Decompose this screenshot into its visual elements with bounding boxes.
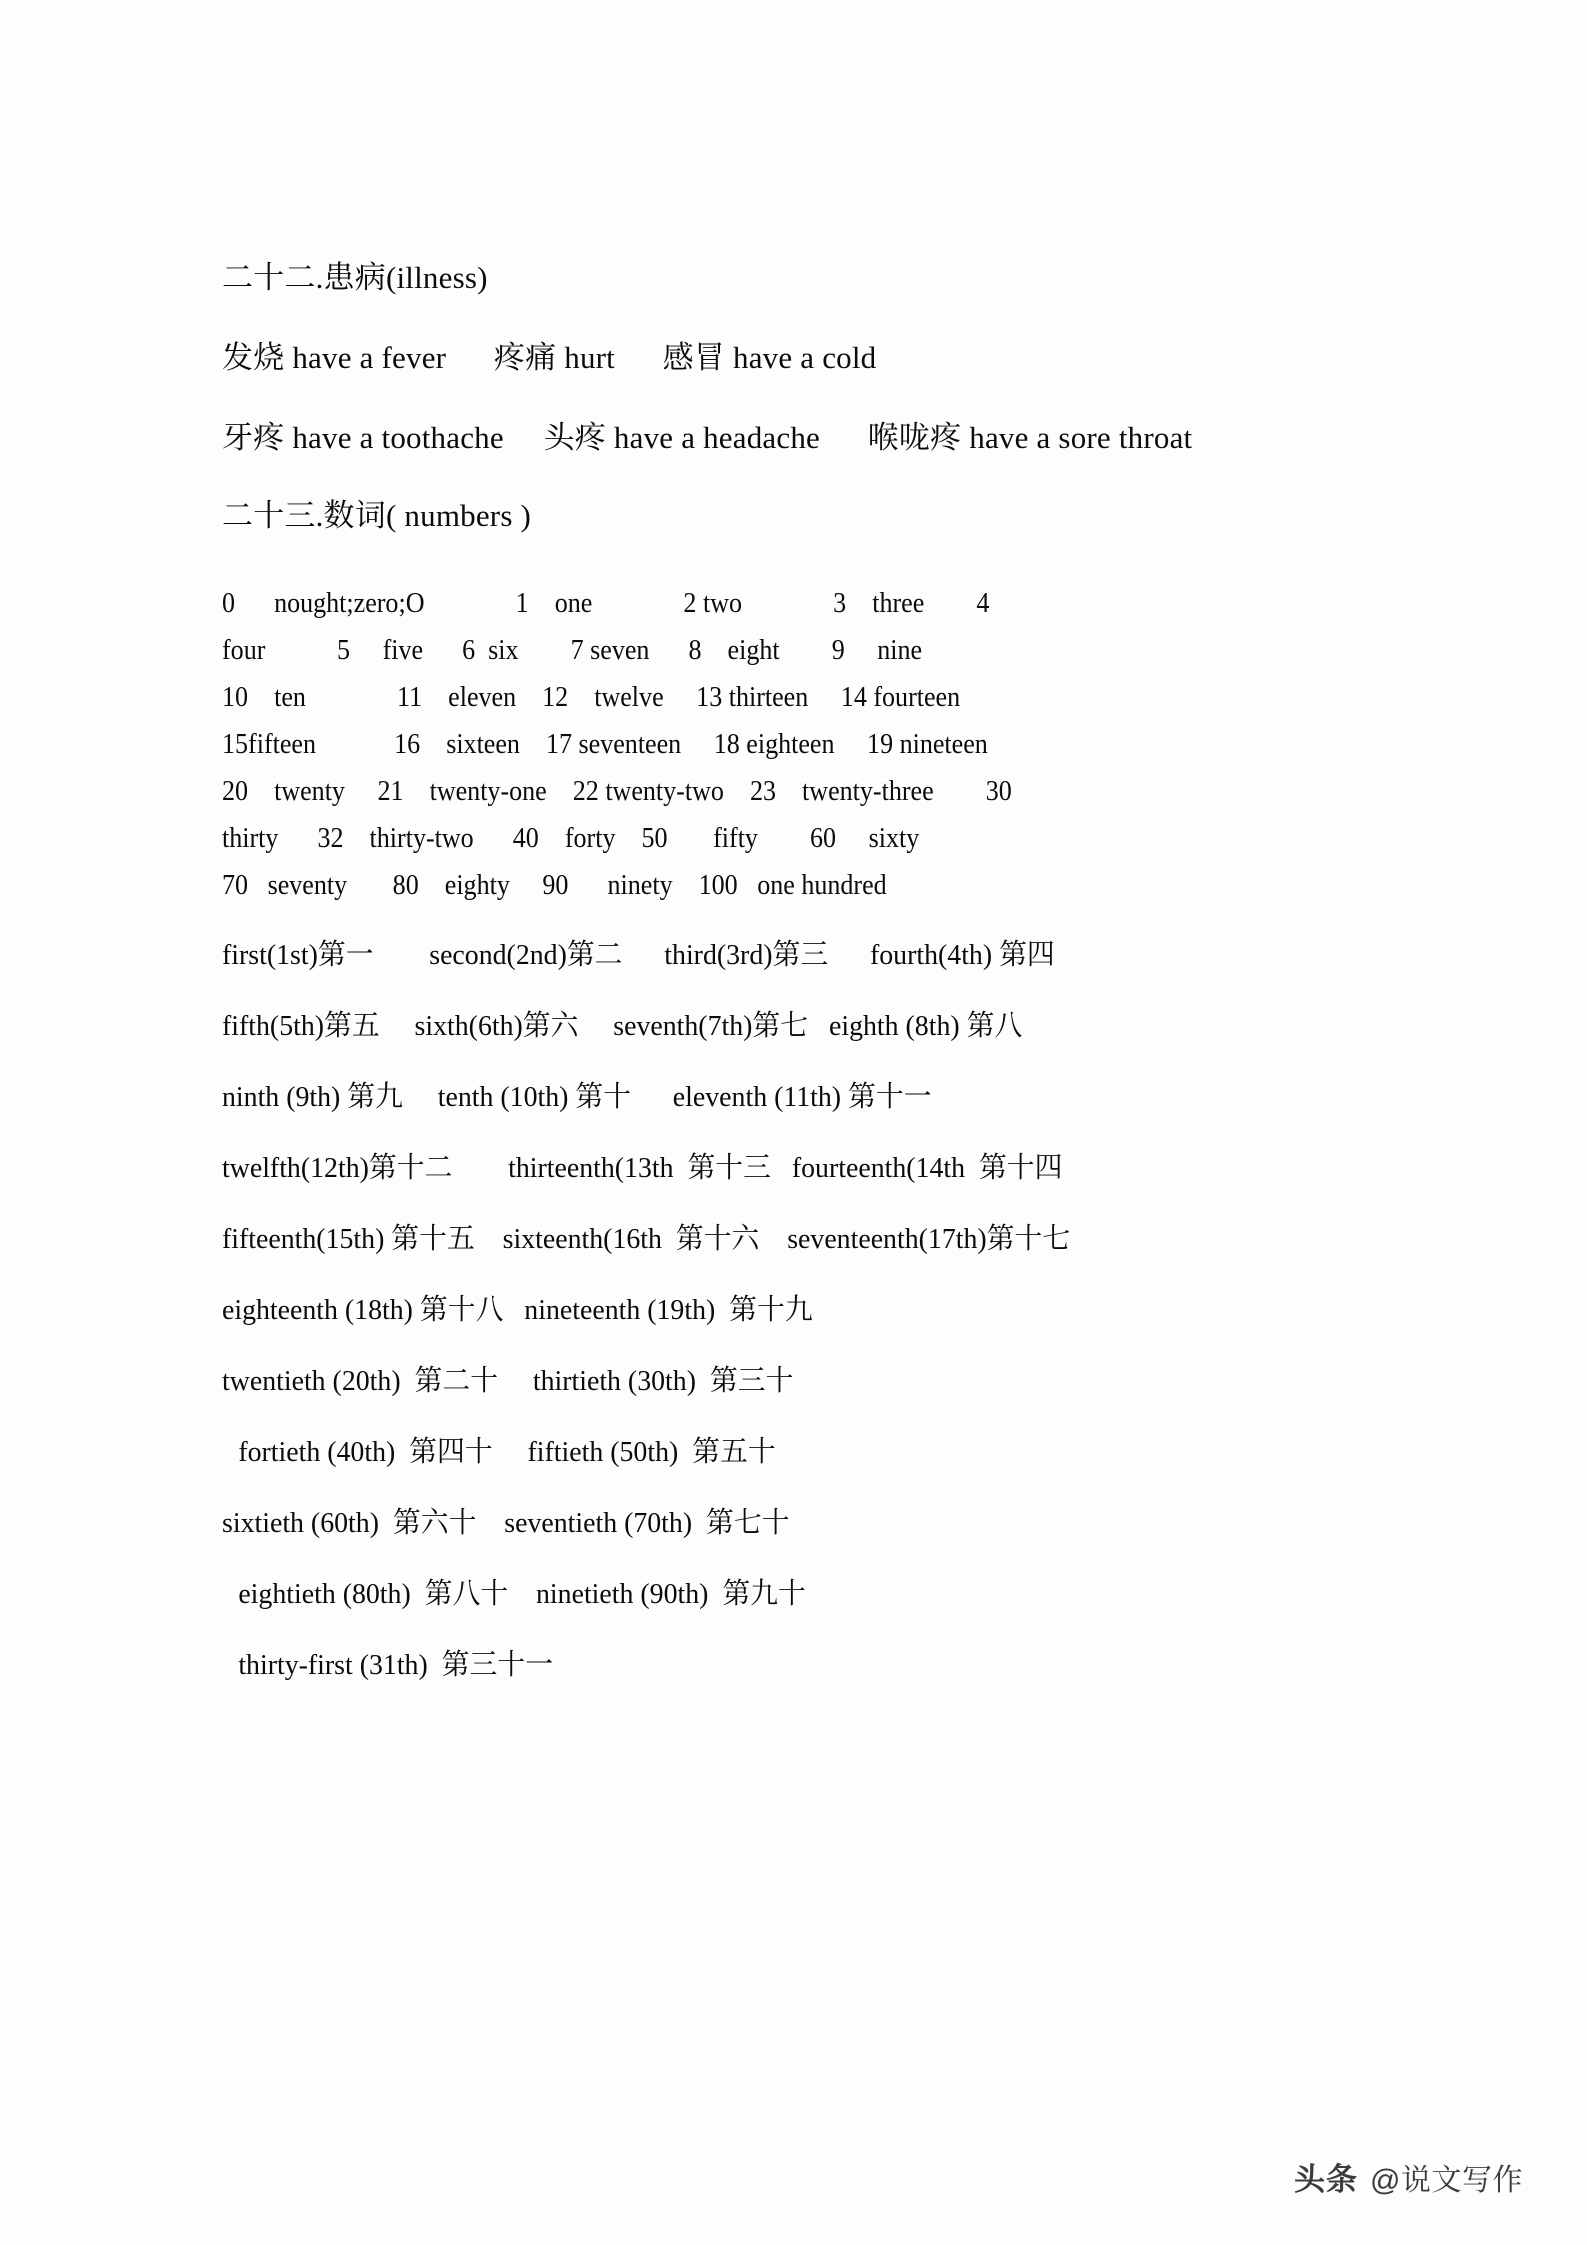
ordinal-line: first(1st)第一 second(2nd)第二 third(3rd)第三 fourth(4th) 第四 [222, 939, 1055, 971]
watermark [1294, 2154, 1523, 2199]
ordinal-line: fortieth (40th) 第四十 fiftieth (50th) 第五十 [238, 1436, 776, 1468]
cardinal-line: four 5 five 6 six 7 seven 8 eight 9 nine [222, 635, 923, 666]
watermark-logo: 头条 [1294, 2162, 1359, 2197]
section-heading-illness: 二十二.患病(illness) [222, 260, 488, 295]
watermark-handle: @说文写作 [1370, 2163, 1523, 2197]
ordinal-line: ninth (9th) 第九 tenth (10th) 第十 eleventh (11th) 第十一 [222, 1081, 932, 1113]
cardinal-line: 10 ten 11 eleven 12 twelve 13 thirteen 14 fourteen [222, 682, 961, 713]
ordinal-line: twelfth(12th)第十二 thirteenth(13th 第十三 fourteenth(14th 第十四 [222, 1152, 1063, 1184]
illness-vocab-line-2: 牙疼 have a toothache 头疼 have a headache 喉咙疼 have a sore throat [222, 420, 1193, 455]
ordinal-line: eightieth (80th) 第八十 ninetieth (90th) 第九十 [238, 1578, 806, 1610]
ordinal-line: eighteenth (18th) 第十八 nineteenth (19th) 第十九 [222, 1294, 813, 1326]
cardinal-line: 70 seventy 80 eighty 90 ninety 100 one hundred [222, 870, 887, 901]
ordinal-line: sixtieth (60th) 第六十 seventieth (70th) 第七十 [222, 1507, 790, 1539]
cardinal-line: 0 nought;zero;O 1 one 2 two 3 three 4 [222, 588, 990, 619]
document-content [222, 262, 1402, 1722]
section-heading-numbers: 二十三.数词( numbers ) [222, 498, 532, 533]
illness-vocab-line-1: 发烧 have a fever 疼痛 hurt 感冒 have a cold [222, 340, 877, 375]
ordinal-line: fifteenth(15th) 第十五 sixteenth(16th 第十六 seventeenth(17th)第十七 [222, 1223, 1071, 1255]
ordinal-line: twentieth (20th) 第二十 thirtieth (30th) 第三十 [222, 1365, 794, 1397]
cardinal-line: thirty 32 thirty-two 40 forty 50 fifty 60 sixty [222, 823, 920, 854]
cardinal-line: 15fifteen 16 sixteen 17 seventeen 18 eighteen 19 nineteen [222, 729, 988, 760]
ordinal-line: thirty-first (31th) 第三十一 [238, 1649, 554, 1681]
cardinal-numbers-block [222, 580, 1402, 909]
cardinal-line: 20 twenty 21 twenty-one 22 twenty-two 23 twenty-three 30 [222, 776, 1012, 807]
ordinal-line: fifth(5th)第五 sixth(6th)第六 seventh(7th)第七 eighth (8th) 第八 [222, 1010, 1023, 1042]
